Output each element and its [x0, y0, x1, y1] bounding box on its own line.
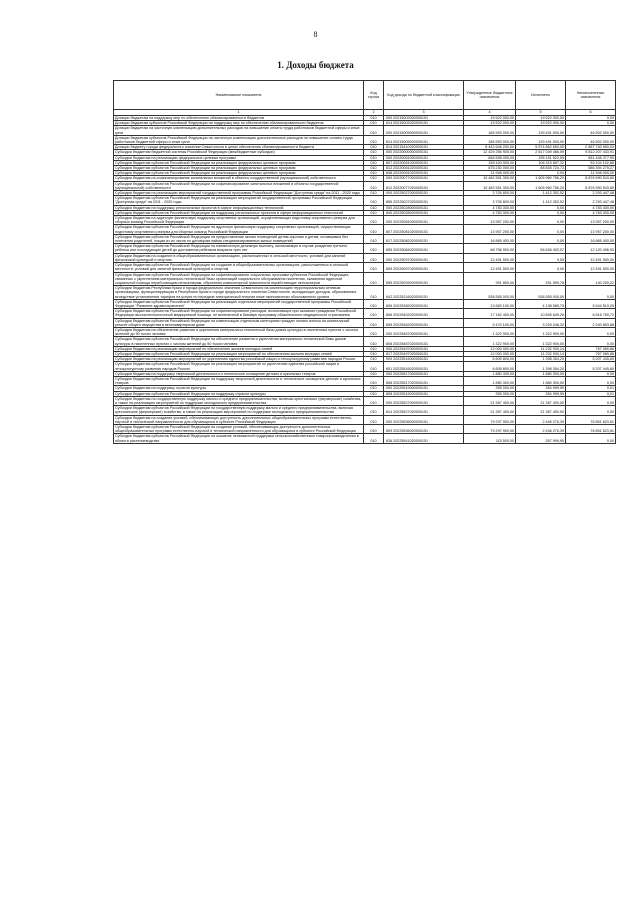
indicator-name-cell: Субсидии бюджетам субъектов Российской Федерации на государственную поддержку малого и среднего предпринимательства, включая крестьянские (фермерские) хозяйства, а также на реализацию мероприятий по поддержке молодежного предпринимательства — [114, 406, 364, 415]
row-code-cell: 010 — [364, 357, 384, 362]
unexecuted-amount-cell: 767 069,86 — [566, 346, 616, 351]
indicator-name-cell: Субсидии бюджетам на создание условий, обеспечивающих доступность дополнительных общеобразовательных программ естественно-научной и технической направленности для обучающихся в субъекте Российской Федерации — [114, 415, 364, 424]
unexecuted-amount-cell: 2 293 447,48 — [566, 196, 616, 205]
row-code-cell: 010 — [364, 216, 384, 225]
table-row — [114, 406, 616, 415]
indicator-name-cell: Субсидии бюджетам субъектов Российской Федерации на поддержку региональных проектов в сфере информационных технологий — [114, 210, 364, 215]
table-row — [114, 425, 616, 434]
unexecuted-amount-cell: 0,00 — [566, 406, 616, 415]
table-row — [114, 263, 616, 272]
table-row — [114, 216, 616, 225]
approved-amount-cell: 16 865 400,00 — [464, 234, 516, 243]
executed-amount-cell: 11 232 930,14 — [516, 346, 566, 351]
row-code-cell: 010 — [364, 391, 384, 396]
unexecuted-amount-cell: 2 240 853,68 — [566, 318, 616, 327]
row-code-cell: 010 — [364, 196, 384, 205]
executed-amount-cell: 1 398 354,20 — [516, 357, 566, 362]
table-row — [114, 234, 616, 243]
unexecuted-amount-cell: 8 876 590 543,80 — [566, 181, 616, 190]
income-code-cell: 809 20225097020000151 — [384, 263, 464, 272]
indicator-name-cell: Субсидии бюджетам субъектов Российской Федерации на реализацию мероприятий по обеспечению жильем молодых семей — [114, 351, 364, 356]
executed-amount-cell: 1 880 300,00 — [516, 376, 566, 385]
income-code-cell: 000 20225467000000151 — [384, 327, 464, 336]
row-code-cell: 010 — [364, 272, 384, 286]
unexecuted-amount-cell: 12 491 500,00 — [566, 263, 616, 272]
approved-amount-cell: 6 605 800,00 — [464, 357, 516, 362]
executed-amount-cell: 354 999,99 — [516, 386, 566, 391]
row-code-cell: 010 — [364, 337, 384, 346]
row-code-cell: 010 — [364, 121, 384, 126]
executed-amount-cell: 139 491 000,00 — [516, 135, 566, 144]
column-number: 1 — [114, 110, 364, 116]
approved-amount-cell: 12 000 000,00 — [464, 351, 516, 356]
indicator-name-cell: Субсидии бюджетам субъектов Российской Федерации на реализацию мероприятий по укреплению единства российской нации и этнокультурному развитию народов России — [114, 362, 364, 371]
row-code-cell: 010 — [364, 309, 384, 318]
executed-amount-cell: 251 599,78 — [516, 272, 566, 286]
unexecuted-amount-cell: 586 394 275,27 — [566, 166, 616, 171]
indicator-name-cell: Субсидии бюджетам субъектов Российской Федерации на адресную финансовую поддержку спортивных организаций, осуществляющих подготовку спортивного резерва для сборных команд Российской Федерации — [114, 225, 364, 234]
row-code-cell: 010 — [364, 327, 384, 336]
table-row — [114, 309, 616, 318]
executed-amount-cell: 538 555 000,00 — [516, 286, 566, 300]
executed-amount-cell: 0,00 — [516, 253, 566, 262]
page-number: 8 — [313, 30, 318, 39]
unexecuted-amount-cell: 767 069,86 — [566, 351, 616, 356]
executed-amount-cell: 21 387 400,00 — [516, 396, 566, 405]
table-row — [114, 286, 616, 300]
row-code-cell: 010 — [364, 225, 384, 234]
indicator-name-cell: Субсидии бюджетам субъектов Российской Федерации на компенсацию отдельным категориям граждан оплаты взноса на капитальный ремонт общего имущества в многоквартирном доме — [114, 318, 364, 327]
approved-amount-cell: 1 880 300,00 — [464, 376, 516, 385]
approved-amount-cell: 675 230 000,00 — [464, 166, 516, 171]
table-row — [114, 272, 616, 286]
table-row — [114, 415, 616, 424]
approved-amount-cell: 185 993 000,00 — [464, 135, 516, 144]
approved-amount-cell: 17 162 400,00 — [464, 309, 516, 318]
approved-amount-cell: 355 000,00 — [464, 386, 516, 391]
row-code-cell: 010 — [364, 434, 384, 443]
unexecuted-amount-cell: 0,00 — [566, 434, 616, 443]
indicator-name-cell: Субсидии бюджетам на государственную поддержку малого и среднего предпринимательства, включая крестьянские (фермерские) хозяйства, а также на реализацию мероприятий по поддержке молодежного предпринимательства — [114, 396, 364, 405]
unexecuted-amount-cell: 140 200,22 — [566, 272, 616, 286]
budget-income-table-wrapper — [113, 80, 615, 444]
indicator-name-cell: Субсидии бюджетам субъектов Российской Федерации на софинансирование капитальных вложений в объекты государственной (муниципальной) собственности — [114, 181, 364, 190]
executed-amount-cell: 4 138 589,75 — [516, 299, 566, 308]
indicator-name-cell: Субсидии бюджетам субъектов Российской Федерации на оказание несвязанной поддержки сельскохозяйственным товаропроизводителям в области растениеводства — [114, 434, 364, 443]
row-code-cell: 010 — [364, 386, 384, 391]
executed-amount-cell: 195 151 622,05 — [516, 155, 566, 160]
income-code-cell: 836 20225541020000151 — [384, 434, 464, 443]
header-approved: Утвержденные бюджетные назначения — [464, 81, 516, 110]
unexecuted-amount-cell: 11 948 000,00 — [566, 171, 616, 176]
indicator-name-cell: Дотации бюджетам на частичную компенсацию дополнительных расходов на повышение оплаты труда работников бюджетной сферы и иные цели — [114, 126, 364, 135]
approved-amount-cell: 1 322 900,00 — [464, 327, 516, 336]
executed-amount-cell: 0,00 — [516, 225, 566, 234]
table-body — [114, 116, 616, 444]
income-code-cell: 000 20215002000000151 — [384, 116, 464, 121]
indicator-name-cell: Дотации бюджету города федерального значения Севастополя в целях обеспечения сбалансированности бюджета — [114, 145, 364, 150]
executed-amount-cell: 106 315 897,32 — [516, 160, 566, 165]
approved-amount-cell: 21 387 400,00 — [464, 406, 516, 415]
unexecuted-amount-cell: 46 502 000,00 — [566, 135, 616, 144]
income-code-cell: 000 20225516000000151 — [384, 357, 464, 362]
approved-amount-cell: 538 555 000,00 — [464, 286, 516, 300]
indicator-name-cell: Субсидии бюджетам на софинансирование капитальных вложений в объекты государственной (муниципальной) собственности — [114, 176, 364, 181]
table-row — [114, 181, 616, 190]
executed-amount-cell: 19 522 000,00 — [516, 116, 566, 121]
table-row — [114, 362, 616, 371]
unexecuted-amount-cell: 0,00 — [566, 327, 616, 336]
approved-amount-cell: 4 783 300,00 — [464, 205, 516, 210]
row-code-cell: 010 — [364, 406, 384, 415]
income-code-cell: 000 20225536000000151 — [384, 415, 464, 424]
table-row — [114, 396, 616, 405]
row-code-cell: 010 — [364, 396, 384, 405]
header-executed: Исполнено — [516, 81, 566, 110]
unexecuted-amount-cell: 6 516 750,72 — [566, 309, 616, 318]
indicator-name-cell: Субсидии бюджетам субъектов Российской Федерации на создание условий, обеспечивающих доступность дополнительных общеобразовательных программ естественно-научной и технической направленности для обучающихся в субъекте Российской Федерации — [114, 425, 364, 434]
income-code-cell: 807 20225081020000151 — [384, 225, 464, 234]
income-code-cell: 807 20220051020000151 — [384, 160, 464, 165]
unexecuted-amount-cell: 5 207 445,80 — [566, 362, 616, 371]
row-code-cell: 010 — [364, 286, 384, 300]
executed-amount-cell: 2 617 049 466,09 — [516, 150, 566, 155]
indicator-name-cell: Дотации бюджетам субъектов Российской Федерации на поддержку мер по обеспечению сбалансированности бюджетов — [114, 121, 364, 126]
executed-amount-cell: 1 412 352,52 — [516, 191, 566, 196]
row-code-cell: 010 — [364, 191, 384, 196]
executed-amount-cell: 267 999,95 — [516, 434, 566, 443]
approved-amount-cell: 185 993 000,00 — [464, 126, 516, 135]
income-code-cell: 817 20225082020000151 — [384, 234, 464, 243]
indicator-name-cell: Субсидии бюджетам субъектов Российской Федерации на софинансирование социальных программ субъектов Российской Федерации, связанных с укреплением материально-технической базы организаций социального обслуживания населения, оказанием адресной социальной помощи неработающим пенсионерам, обучением компьютерной грамотности неработающих пенсионеров — [114, 272, 364, 286]
income-code-cell: 000 20220000000000151 — [384, 150, 464, 155]
indicator-name-cell: Субсидии бюджетам Республики Крым и города федерального значения Севастополя на компенсацию территориальным сетевым организациям, функционирующим в Республике Крым и городе федерального значения Севастополе, выпадающих доходов, образованных вследствие установления тарифов на услуги по передаче электрической энергии ниже экономически обоснованного уровня — [114, 286, 364, 300]
approved-amount-cell: 115 500,00 — [464, 434, 516, 443]
income-code-cell: 855 20225027020000151 — [384, 196, 464, 205]
indicator-name-cell: Дотации бюджетам субъектов Российской Федерации на частичную компенсацию дополнительных расходов на повышение оплаты труда работников бюджетной сферы и иные цели — [114, 135, 364, 144]
header-indicator-name: Наименование показателя — [114, 81, 364, 110]
indicator-name-cell: Субсидии бюджетам субъектов Российской Федерации на создание в общеобразовательных организациях, расположенных в сельской местности, условий для занятий физической культурой и спортом — [114, 263, 364, 272]
row-code-cell: 010 — [364, 155, 384, 160]
income-code-cell: 814 20215009020000151 — [384, 135, 464, 144]
header-income-code: Код дохода по бюджетной классификации — [384, 81, 464, 110]
income-code-cell: 840 20225028020000151 — [384, 210, 464, 215]
executed-amount-cell: 0,00 — [516, 234, 566, 243]
executed-amount-cell: 1 605 960 756,20 — [516, 176, 566, 181]
column-number: 3 — [384, 110, 464, 116]
executed-amount-cell: 0,00 — [516, 171, 566, 176]
row-code-cell: 010 — [364, 116, 384, 121]
approved-amount-cell: 13 957 200,00 — [464, 225, 516, 234]
table-row — [114, 299, 616, 308]
income-code-cell: 809 20225536020000151 — [384, 425, 464, 434]
table-row — [114, 225, 616, 234]
approved-amount-cell: 19 522 000,00 — [464, 121, 516, 126]
income-code-cell: 814 20225527020000151 — [384, 406, 464, 415]
unexecuted-amount-cell: 76 851 623,61 — [566, 415, 616, 424]
income-code-cell: 808 20225519020000151 — [384, 391, 464, 396]
income-code-cell: 806 20225382020000151 — [384, 299, 464, 308]
income-code-cell: 812 20220077020000151 — [384, 181, 464, 190]
approved-amount-cell: 6 605 800,00 — [464, 362, 516, 371]
approved-amount-cell: 11 948 000,00 — [464, 171, 516, 176]
indicator-name-cell: Субсидии бюджетам на обеспечение развития и укрепления материально-технической базы домов культуры в населенных пунктах с числом жителей до 50 тысяч человек — [114, 327, 364, 336]
table-row — [114, 376, 616, 385]
income-code-cell: 000 20225097000000151 — [384, 253, 464, 262]
indicator-name-cell: Субсидии бюджетам субъектов Российской Федерации на предоставление жилых помещений детям-сиротам и детям, оставшимся без попечения родителей, лицам из их числа по договорам найма специализированных жилых помещений — [114, 234, 364, 243]
executed-amount-cell: 1 412 352,52 — [516, 196, 566, 205]
row-code-cell: 010 — [364, 166, 384, 171]
row-code-cell: 010 — [364, 253, 384, 262]
executed-amount-cell: 2 446 276,39 — [516, 415, 566, 424]
indicator-name-cell: Субсидии бюджетам на адресную финансовую поддержку спортивных организаций, осуществляющих подготовку спортивного резерва для сборных команд Российской Федерации — [114, 216, 364, 225]
table-row — [114, 244, 616, 253]
income-code-cell: 814 20215002020000151 — [384, 121, 464, 126]
row-code-cell: 010 — [364, 205, 384, 210]
unexecuted-amount-cell: 0,00 — [566, 116, 616, 121]
executed-amount-cell: 0,00 — [516, 216, 566, 225]
income-code-cell: 814 20215410020000151 — [384, 145, 464, 150]
row-code-cell: 010 — [364, 371, 384, 376]
income-code-cell: 000 20225027000000151 — [384, 191, 464, 196]
unexecuted-amount-cell: 0,00 — [566, 286, 616, 300]
approved-amount-cell: 159 420 000,00 — [464, 160, 516, 165]
unexecuted-amount-cell: 46 502 000,00 — [566, 126, 616, 135]
unexecuted-amount-cell: 76 851 623,61 — [566, 425, 616, 434]
table-header-row — [114, 81, 616, 110]
column-number: 4 — [464, 110, 516, 116]
income-code-cell: 000 20225081000000151 — [384, 216, 464, 225]
income-code-cell: 806 20225402020000151 — [384, 309, 464, 318]
indicator-name-cell: Субсидии бюджетам субъектов Российской Федерации на реализацию мероприятий государственной программы Российской Федерации "Доступная среда" на 2011 - 2020 годы — [114, 196, 364, 205]
table-row — [114, 253, 616, 262]
approved-amount-cell: 391 800,00 — [464, 272, 516, 286]
approved-amount-cell: 12 491 500,00 — [464, 253, 516, 262]
column-number: 6 — [566, 110, 616, 116]
indicator-name-cell: Субсидии бюджетам на реализацию мероприятий по укреплению единства российской нации и этнокультурному развитию народов России — [114, 357, 364, 362]
column-number: 2 — [364, 110, 384, 116]
income-code-cell: 842 20225216020000151 — [384, 286, 464, 300]
executed-amount-cell: 1 322 900,00 — [516, 337, 566, 346]
row-code-cell: 010 — [364, 318, 384, 327]
unexecuted-amount-cell: 651 446 377,95 — [566, 155, 616, 160]
indicator-name-cell: Субсидии бюджетам субъектов Российской Федерации на реализацию отдельных мероприятий государственной программы Российской Федерации "Развитие здравоохранения" — [114, 299, 364, 308]
executed-amount-cell: 0,00 — [516, 205, 566, 210]
unexecuted-amount-cell: 12 491 500,00 — [566, 253, 616, 262]
indicator-name-cell: Субсидии бюджетам субъектов Российской Федерации на реализацию федеральных целевых программ — [114, 166, 364, 171]
approved-amount-cell: 355 000,00 — [464, 391, 516, 396]
table-row — [114, 327, 616, 336]
unexecuted-amount-cell: 53 104 102,68 — [566, 160, 616, 165]
approved-amount-cell: 12 000 000,00 — [464, 346, 516, 351]
executed-amount-cell: 88 835 724,73 — [516, 166, 566, 171]
executed-amount-cell: 1 605 960 756,20 — [516, 181, 566, 190]
approved-amount-cell: 12 491 500,00 — [464, 263, 516, 272]
approved-amount-cell: 79 297 900,00 — [464, 425, 516, 434]
header-row-code: Код строки — [364, 81, 384, 110]
indicator-name-cell: Субсидии бюджетам субъектов Российской Федерации на поддержку отрасли культуры — [114, 391, 364, 396]
row-code-cell: 010 — [364, 351, 384, 356]
budget-income-table — [113, 80, 616, 444]
income-code-cell: 808 20225517020000151 — [384, 376, 464, 385]
table-row — [114, 318, 616, 327]
unexecuted-amount-cell: 13 957 200,00 — [566, 216, 616, 225]
row-code-cell: 010 — [364, 346, 384, 351]
indicator-name-cell: Субсидии бюджетам на поддержку творческой деятельности и техническое оснащение детских и кукольных театров — [114, 371, 364, 376]
approved-amount-cell: 10 482 551 300,00 — [464, 176, 516, 181]
income-code-cell: 000 20220051000000151 — [384, 155, 464, 160]
approved-amount-cell: 5 470 100,00 — [464, 318, 516, 327]
income-code-cell: 000 20225527000000151 — [384, 396, 464, 405]
unexecuted-amount-cell: 0,00 — [566, 396, 616, 405]
unexecuted-amount-cell: 0,00 — [566, 371, 616, 376]
income-code-cell: 000 20220077000000151 — [384, 176, 464, 181]
indicator-name-cell: Дотации бюджетам на поддержку мер по обеспечению сбалансированности бюджетов — [114, 116, 364, 121]
table-row — [114, 196, 616, 205]
row-code-cell: 010 — [364, 210, 384, 215]
unexecuted-amount-cell: 0,01 — [566, 391, 616, 396]
unexecuted-amount-cell: 0,00 — [566, 121, 616, 126]
unexecuted-amount-cell: 16 865 400,00 — [566, 234, 616, 243]
executed-amount-cell: 0,00 — [516, 210, 566, 215]
approved-amount-cell: 4 783 300,00 — [464, 210, 516, 215]
unexecuted-amount-cell: 8 876 590 543,80 — [566, 176, 616, 181]
indicator-name-cell: Субсидии бюджетам субъектов Российской Федерации на реализацию федеральных целевых программ — [114, 160, 364, 165]
unexecuted-amount-cell: 0,00 — [566, 337, 616, 346]
indicator-name-cell: Субсидии бюджетам субъектов Российской Федерации на ежемесячную денежную выплату, назначаемую в случае рождения третьего ребенка или последующих детей до достижения ребенком возраста трех лет — [114, 244, 364, 253]
income-code-cell: 855 20225209020000151 — [384, 272, 464, 286]
row-code-cell: 010 — [364, 171, 384, 176]
income-code-cell: 000 20225497000000151 — [384, 346, 464, 351]
unexecuted-amount-cell: 9 544 510,25 — [566, 299, 616, 308]
approved-amount-cell: 19 522 000,00 — [464, 116, 516, 121]
row-code-cell: 010 — [364, 160, 384, 165]
approved-amount-cell: 10 482 551 300,00 — [464, 181, 516, 190]
row-code-cell: 010 — [364, 126, 384, 135]
income-code-cell: 812 20220051020000151 — [384, 166, 464, 171]
indicator-name-cell: Субсидии бюджетам на реализацию федеральных целевых программ — [114, 155, 364, 160]
unexecuted-amount-cell: 4 783 300,00 — [566, 210, 616, 215]
approved-amount-cell: 12 429 256 900,00 — [464, 150, 516, 155]
executed-amount-cell: 1 398 354,20 — [516, 362, 566, 371]
unexecuted-amount-cell: 2 867 783 550,00 — [566, 145, 616, 150]
income-code-cell: 855 20225462020000151 — [384, 318, 464, 327]
indicator-name-cell: Субсидии бюджетам на поддержку отрасли культуры — [114, 386, 364, 391]
table-row — [114, 126, 616, 135]
row-code-cell: 010 — [364, 150, 384, 155]
unexecuted-amount-cell: 0,01 — [566, 386, 616, 391]
approved-amount-cell: 21 387 400,00 — [464, 396, 516, 405]
executed-amount-cell: 0,00 — [516, 263, 566, 272]
income-code-cell: 808 20225467020000151 — [384, 337, 464, 346]
row-code-cell: 010 — [364, 244, 384, 253]
unexecuted-amount-cell: 13 957 200,00 — [566, 225, 616, 234]
executed-amount-cell: 1 880 300,00 — [516, 371, 566, 376]
unexecuted-amount-cell: 12 120 496,93 — [566, 244, 616, 253]
column-number: 5 — [516, 110, 566, 116]
row-code-cell: 010 — [364, 176, 384, 181]
table-row — [114, 135, 616, 144]
approved-amount-cell: 8 442 646 200,00 — [464, 145, 516, 150]
approved-amount-cell: 79 297 900,00 — [464, 415, 516, 424]
executed-amount-cell: 56 636 403,07 — [516, 244, 566, 253]
section-title: 1. Доходы бюджета — [277, 60, 354, 70]
executed-amount-cell: 139 491 000,00 — [516, 126, 566, 135]
indicator-name-cell: Субсидии бюджетам бюджетной системы Российской Федерации (межбюджетные субсидии) — [114, 150, 364, 155]
executed-amount-cell: 11 232 930,14 — [516, 351, 566, 356]
income-code-cell: 848 20220051020000151 — [384, 171, 464, 176]
income-code-cell: 855 20225084020000151 — [384, 244, 464, 253]
income-code-cell: 817 20225497020000151 — [384, 351, 464, 356]
indicator-name-cell: Субсидии бюджетам субъектов Российской Федерации на реализацию федеральных целевых программ — [114, 171, 364, 176]
indicator-name-cell: Субсидии бюджетам субъектов Российской Федерации на обеспечение развития и укрепления материально-технической базы домов культуры в населенных пунктах с числом жителей до 50 тысяч человек — [114, 337, 364, 346]
row-code-cell: 010 — [364, 145, 384, 150]
row-code-cell: 010 — [364, 415, 384, 424]
approved-amount-cell: 68 756 900,00 — [464, 244, 516, 253]
executed-amount-cell: 3 229 246,32 — [516, 318, 566, 327]
indicator-name-cell: Субсидии бюджетам субъектов Российской Федерации на софинансирование расходов, возникающих при оказании гражданам Российской Федерации высокотехнологичной медицинской помощи, не включенной в базовую программу обязательного медицинского страхования — [114, 309, 364, 318]
row-code-cell: 010 — [364, 376, 384, 385]
approved-amount-cell: 846 598 000,00 — [464, 155, 516, 160]
unexecuted-amount-cell: 9 812 207 433,91 — [566, 150, 616, 155]
table-row — [114, 337, 616, 346]
row-code-cell: 010 — [364, 425, 384, 434]
indicator-name-cell: Субсидии бюджетам на поддержку региональных проектов в сфере информационных технологий — [114, 205, 364, 210]
row-code-cell: 010 — [364, 135, 384, 144]
executed-amount-cell: 19 522 000,00 — [516, 121, 566, 126]
executed-amount-cell: 2 446 276,39 — [516, 425, 566, 434]
income-code-cell: 851 20225516020000151 — [384, 362, 464, 371]
executed-amount-cell: 21 387 400,00 — [516, 406, 566, 415]
income-code-cell: 000 20215009000000151 — [384, 126, 464, 135]
executed-amount-cell: 5 574 862 650,00 — [516, 145, 566, 150]
unexecuted-amount-cell: 2 293 447,48 — [566, 191, 616, 196]
table-row — [114, 434, 616, 443]
income-code-cell: 000 20225517000000151 — [384, 371, 464, 376]
approved-amount-cell: 1 322 900,00 — [464, 337, 516, 346]
approved-amount-cell: 3 705 800,00 — [464, 196, 516, 205]
income-code-cell: 000 20225519000000151 — [384, 386, 464, 391]
row-code-cell: 010 — [364, 234, 384, 243]
indicator-name-cell: Субсидии бюджетам на реализацию мероприятий по обеспечению жильем молодых семей — [114, 346, 364, 351]
row-code-cell: 010 — [364, 263, 384, 272]
executed-amount-cell: 10 645 649,28 — [516, 309, 566, 318]
approved-amount-cell: 13 683 100,00 — [464, 299, 516, 308]
header-unexecuted: Неисполненные назначения — [566, 81, 616, 110]
executed-amount-cell: 354 999,99 — [516, 391, 566, 396]
row-code-cell: 010 — [364, 362, 384, 371]
approved-amount-cell: 1 880 300,00 — [464, 371, 516, 376]
unexecuted-amount-cell: 4 783 300,00 — [566, 205, 616, 210]
executed-amount-cell: 1 322 900,00 — [516, 327, 566, 336]
approved-amount-cell: 13 957 200,00 — [464, 216, 516, 225]
indicator-name-cell: Субсидии бюджетам субъектов Российской Федерации на поддержку творческой деятельности и техническое оснащение детских и кукольных театров — [114, 376, 364, 385]
indicator-name-cell: Субсидии бюджетам на реализацию мероприятий государственной программы Российской Федерации "Доступная среда" на 2011 - 2020 годы — [114, 191, 364, 196]
income-code-cell: 000 20225028000000151 — [384, 205, 464, 210]
unexecuted-amount-cell: 5 207 445,80 — [566, 357, 616, 362]
row-code-cell: 010 — [364, 299, 384, 308]
approved-amount-cell: 3 705 800,00 — [464, 191, 516, 196]
unexecuted-amount-cell: 0,00 — [566, 376, 616, 385]
row-code-cell: 010 — [364, 181, 384, 190]
indicator-name-cell: Субсидии бюджетам на создание в общеобразовательных организациях, расположенных в сельской местности, условий для занятий физической культурой и спортом — [114, 253, 364, 262]
